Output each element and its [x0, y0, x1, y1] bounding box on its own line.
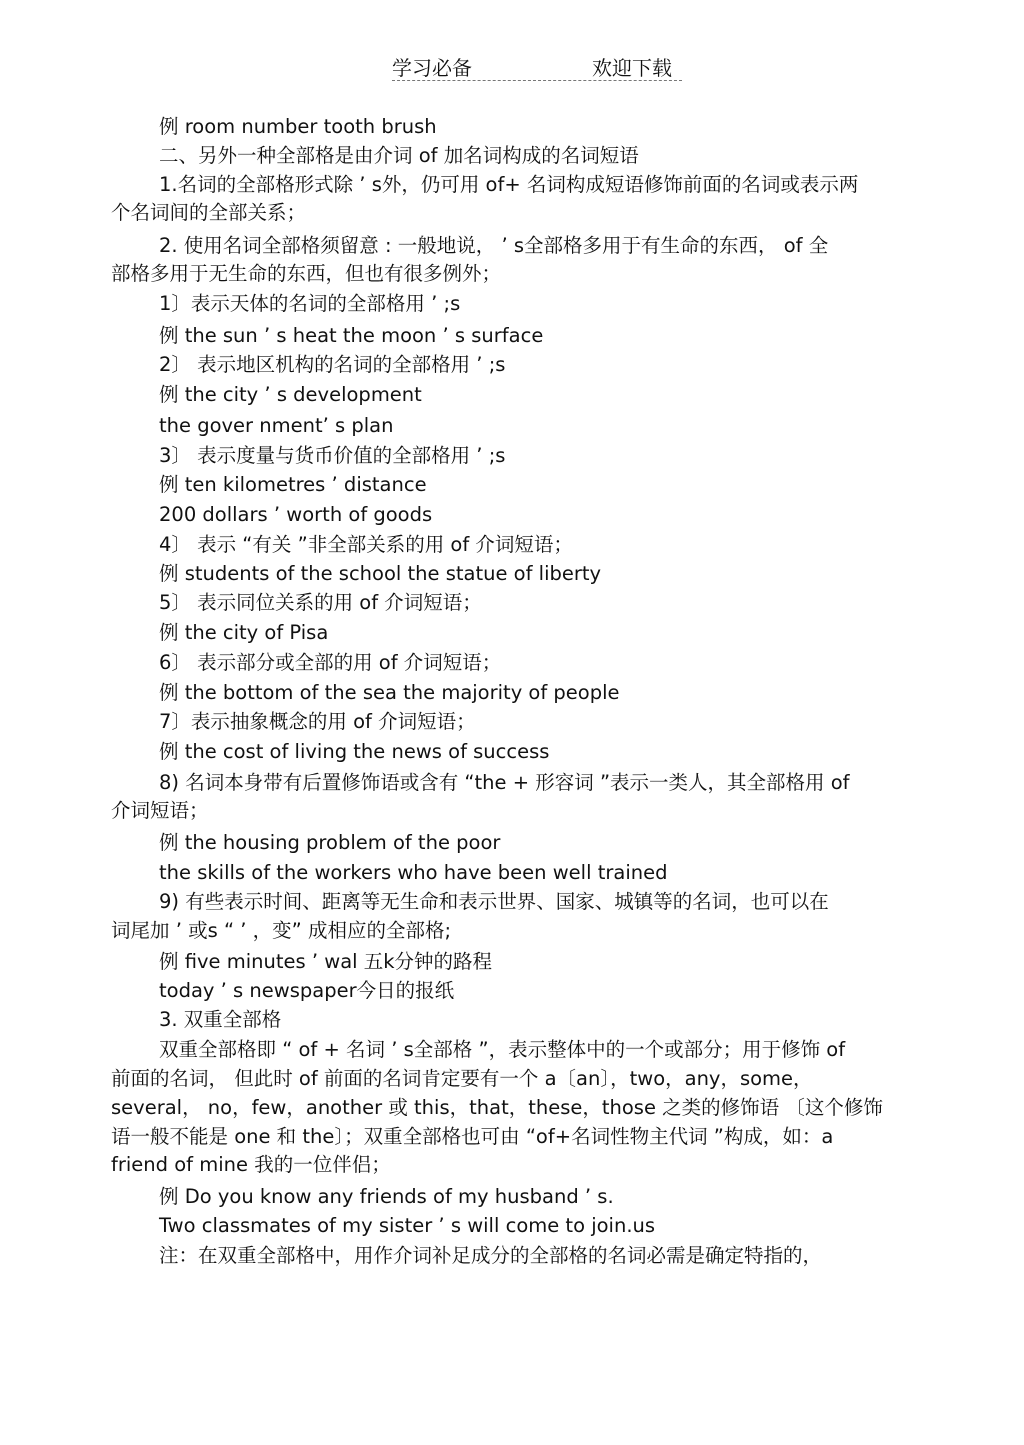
text-line: 9) 有些表示时间、距离等无生命和表示世界、国家、城镇等的名词，也可以在 [159, 890, 829, 913]
text-line: 6〕 表示部分或全部的用 of 介词短语； [159, 651, 502, 674]
section-heading: 二、另外一种全部格是由介词 of 加名词构成的名词短语 [159, 144, 639, 167]
text-line: friend of mine 我的一位伴侣； [111, 1153, 391, 1176]
text-line: 部格多用于无生命的东西，但也有很多例外； [111, 262, 502, 285]
text-line: 3〕 表示度量与货币价值的全部格用 ’ ;s [159, 444, 506, 467]
text-line: 例 room number tooth brush [159, 115, 437, 138]
text-line: 200 dollars ’ worth of goods [159, 503, 433, 526]
text-line: 7〕表示抽象概念的用 of 介词短语； [159, 710, 476, 733]
text-line: today ’ s newspaper今日的报纸 [159, 979, 455, 1002]
text-line: 注：在双重全部格中，用作介词补足成分的全部格的名词必需是确定特指的， [159, 1244, 823, 1267]
section-heading: 3. 双重全部格 [159, 1008, 282, 1031]
text-line: 例 the bottom of the sea the majority of people [159, 681, 620, 704]
text-line: 双重全部格即 “ of + 名词 ’ s全部格 ”，表示整体中的一个或部分；用于修饰 of [159, 1038, 846, 1061]
text-line: 8) 名词本身带有后置修饰语或含有 “the + 形容词 ”表示一类人，其全部格用 of [159, 771, 850, 794]
text-line: 例 the cost of living the news of success [159, 740, 550, 763]
text-line: 1〕表示天体的名词的全部格用 ’ ;s [159, 292, 461, 315]
text-line: 例 the housing problem of the poor [159, 831, 501, 854]
text-line: 例 the sun ’ s heat the moon ’ s surface [159, 324, 544, 347]
text-line: Two classmates of my sister ’ s will come to join.us [159, 1214, 656, 1237]
text-line: 个名词间的全部关系； [111, 201, 307, 224]
text-line: several， no，few，another 或 this，that，these，those 之类的修饰语 〔这个修饰 [111, 1096, 883, 1119]
text-line: 例 the city of Pisa [159, 621, 329, 644]
text-line: 2〕 表示地区机构的名词的全部格用 ’ ;s [159, 353, 506, 376]
text-line: 5〕 表示同位关系的用 of 介词短语； [159, 591, 482, 614]
page-header [392, 50, 682, 81]
text-line: 语一般不能是 one 和 the〕；双重全部格也可由 “of+名词性物主代词 ”构成，如：a [111, 1125, 834, 1148]
text-line: 前面的名词， 但此时 of 前面的名词肯定要有一个 a〔an〕，two，any，some， [111, 1067, 813, 1090]
text-line: 2. 使用名词全部格须留意 : 一般地说， ’ s全部格多用于有生命的东西， of 全 [159, 234, 829, 257]
text-line: the skills of the workers who have been well trained [159, 861, 668, 884]
text-line: 介词短语； [111, 799, 209, 822]
text-line: 4〕 表示 “有关 ”非全部关系的用 of 介词短语； [159, 533, 573, 556]
text-line: 例 the city ’ s development [159, 383, 422, 406]
header-left-text: 学习必备 [392, 56, 472, 80]
text-line: 词尾加 ’ 或s “ ’ ，变” 成相应的全部格; [111, 919, 452, 942]
text-line: 例 Do you know any friends of my husband ’ s. [159, 1185, 614, 1208]
text-line: 例 five minutes ’ wal 五k分钟的路程 [159, 950, 493, 973]
text-line: the gover nment’ s plan [159, 414, 394, 437]
text-line: 例 ten kilometres ’ distance [159, 473, 427, 496]
header-right-text: 欢迎下载 [592, 56, 672, 80]
text-line: 例 students of the school the statue of liberty [159, 562, 602, 585]
text-line: 1.名词的全部格形式除 ’ s外，仍可用 of+ 名词构成短语修饰前面的名词或表示两 [159, 173, 859, 196]
